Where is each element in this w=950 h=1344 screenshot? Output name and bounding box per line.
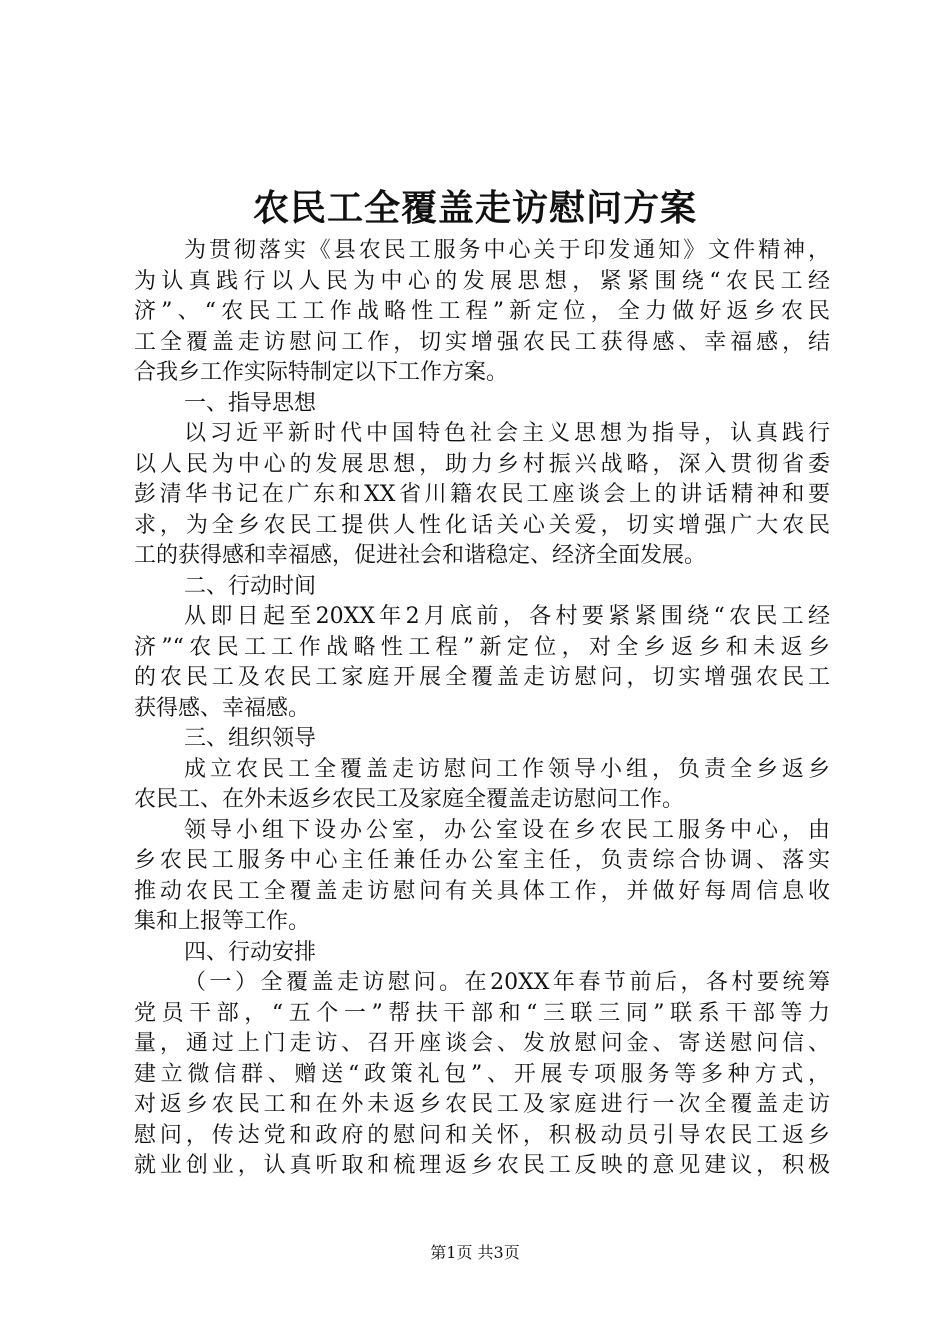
text-line: 获得感、幸福感。 <box>134 695 311 721</box>
text-line: 集和上报等工作。 <box>134 909 311 934</box>
text-line: 求，为全乡农民工提供人性化话关心关爱，切实增强广大农民 <box>134 512 830 538</box>
text-line: 领导小组下设办公室，办公室设在乡农民工服务中心，由 <box>184 817 830 843</box>
text-line: （一）全覆盖走访慰问。在20XX年春节前后，各村要统筹 <box>184 970 830 995</box>
text-line: 二、行动时间 <box>184 573 317 599</box>
text-line: 三、组织领导 <box>184 726 317 751</box>
text-line: 党员干部，“五个一”帮扶干部和“三联三同”联系干部等力 <box>134 1000 830 1026</box>
text-line: 以习近平新时代中国特色社会主义思想为指导，认真践行 <box>184 421 830 446</box>
text-line: 慰问，传达党和政府的慰问和关怀，积极动员引导农民工返乡 <box>134 1122 830 1148</box>
document-title: 农民工全覆盖走访慰问方案 <box>252 187 697 229</box>
text-line: 为贯彻落实《县农民工服务中心关于印发通知》文件精神， <box>184 238 830 263</box>
page-footer: 第1页 共3页 <box>430 1243 520 1262</box>
text-line: 农民工、在外未返乡农民工及家庭全覆盖走访慰问工作。 <box>134 787 685 812</box>
text-line: 一、指导思想 <box>184 390 317 416</box>
text-line: 推动农民工全覆盖走访慰问有关具体工作，并做好每周信息收 <box>134 878 830 904</box>
text-line: 济”、“农民工工作战略性工程”新定位，全力做好返乡农民 <box>134 299 830 324</box>
text-line: 为认真践行以人民为中心的发展思想，紧紧围绕“农民工经 <box>134 268 830 294</box>
text-line: 量，通过上门走访、召开座谈会、发放慰问金、寄送慰问信、 <box>134 1031 830 1056</box>
text-line: 建立微信群、赠送“政策礼包”、开展专项服务等多种方式， <box>134 1061 830 1087</box>
text-line: 以人民为中心的发展思想，助力乡村振兴战略，深入贯彻省委 <box>134 451 830 477</box>
text-line: 四、行动安排 <box>184 939 317 965</box>
text-line: 工全覆盖走访慰问工作，切实增强农民工获得感、幸福感，结 <box>134 329 830 355</box>
document-body <box>134 236 830 1182</box>
text-line: 对返乡农民工和在外未返乡农民工及家庭进行一次全覆盖走访 <box>134 1092 830 1117</box>
text-line: 乡农民工服务中心主任兼任办公室主任，负责综合协调、落实 <box>134 848 830 873</box>
text-line: 成立农民工全覆盖走访慰问工作领导小组，负责全乡返乡 <box>184 756 830 782</box>
text-line: 彭清华书记在广东和XX省川籍农民工座谈会上的讲话精神和要 <box>134 482 830 507</box>
text-line: 合我乡工作实际特制定以下工作方案。 <box>134 360 509 385</box>
text-line: 就业创业，认真听取和梳理返乡农民工反映的意见建议，积极 <box>134 1153 830 1178</box>
text-line: 工的获得感和幸福感，促进社会和谐稳定、经济全面发展。 <box>134 543 707 568</box>
text-line: 的农民工及农民工家庭开展全覆盖走访慰问，切实增强农民工 <box>134 665 830 690</box>
text-line: 从即日起至20XX年2月底前，各村要紧紧围绕“农民工经 <box>184 604 830 629</box>
text-line: 济”“农民工工作战略性工程”新定位，对全乡返乡和未返乡 <box>134 634 830 660</box>
